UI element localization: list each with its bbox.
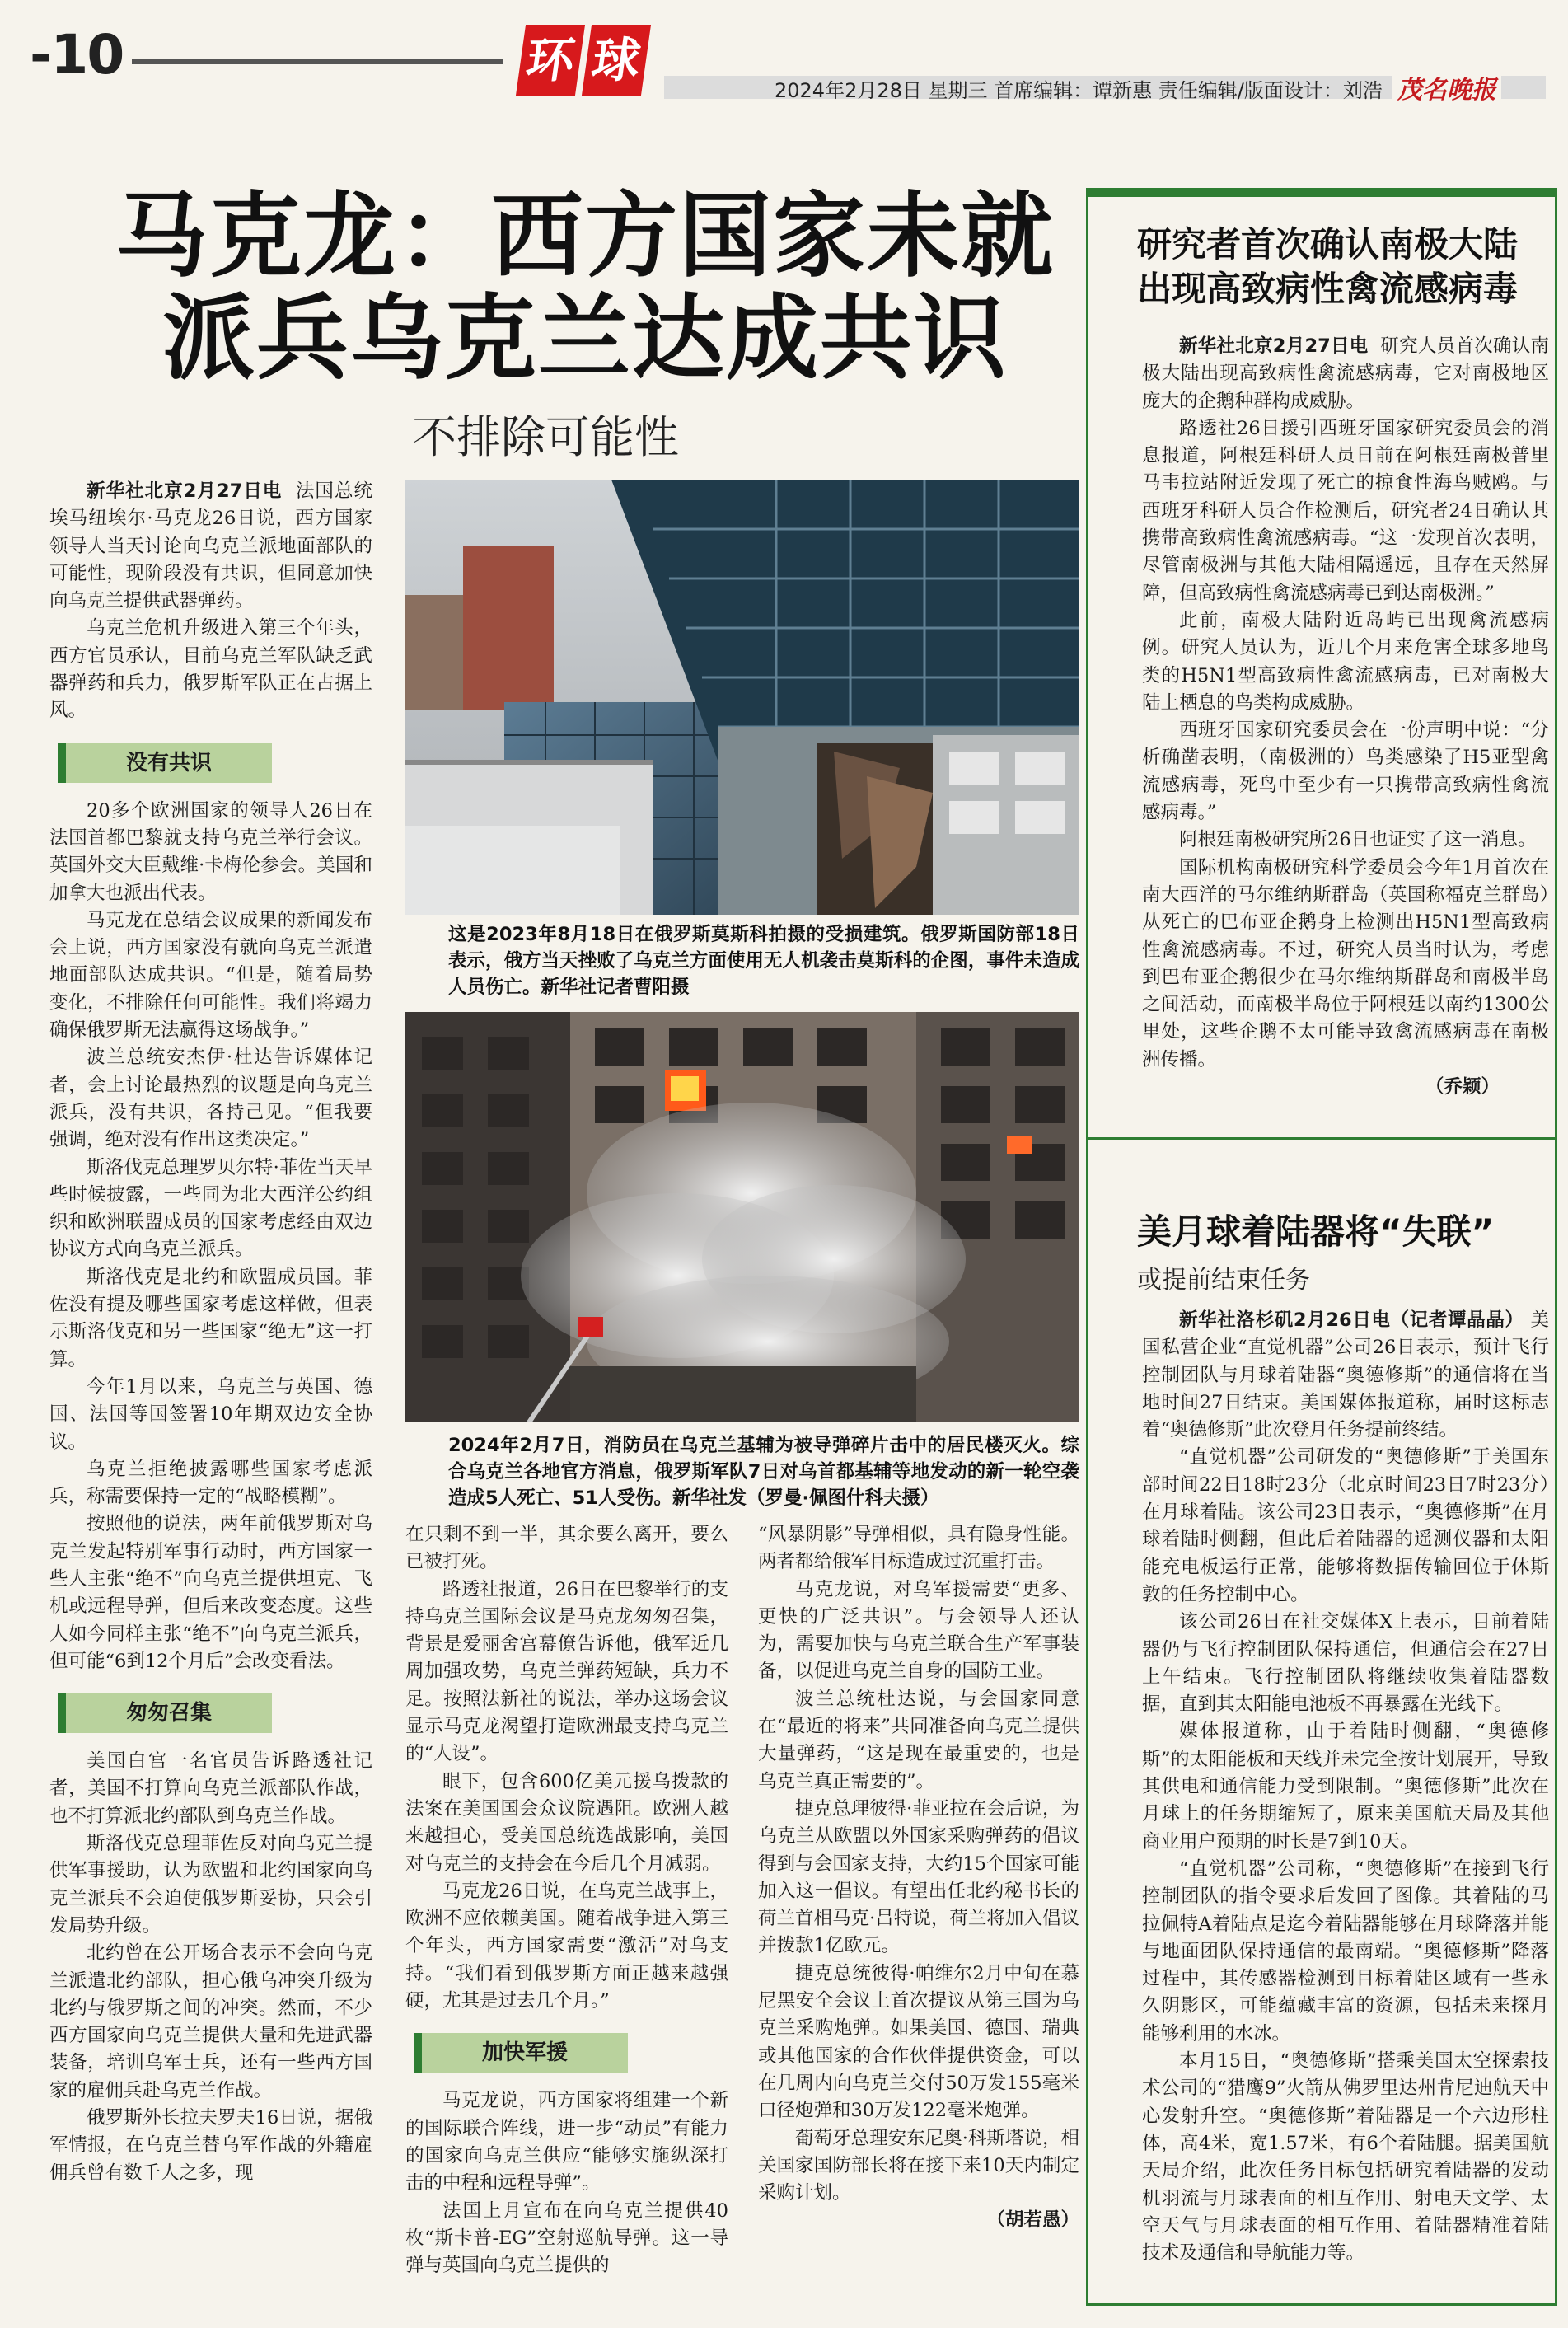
paragraph: 法国上月宣布在向乌克兰提供40枚“斯卡普-EG”空射巡航导弹。这一导弹与英国向乌克兰提供的 bbox=[405, 2199, 728, 2277]
headline-line-1: 马克龙：西方国家未就 bbox=[115, 183, 1055, 290]
page-number: -10 bbox=[30, 23, 124, 87]
photo-kyiv-image bbox=[405, 1012, 1079, 1422]
paragraph: 马克龙在总结会议成果的新闻发布会上说，西方国家没有就向乌克兰派遣地面部队达成共识。“但是，随着局势变化，不排除任何可能性。我们将竭力确保俄罗斯无法赢得这场战争。” bbox=[49, 909, 372, 1042]
paragraph: 葡萄牙总理安东尼奥·科斯塔说，相关国家国防部长将在接下来10天内制定采购计划。 bbox=[758, 2127, 1079, 2204]
section-subtitle-hastily-convened: 匆匆召集 bbox=[58, 1693, 272, 1733]
paragraph: 该公司26日在社交媒体X上表示，目前着陆器仍与飞行控制团队保持通信，但通信会在27日上午结束。飞行控制团队将继续收集着陆器数据，直到其太阳能电池板不再暴露在光线下。 bbox=[1142, 1611, 1549, 1716]
paragraph: 路透社报道，26日在巴黎举行的支持乌克兰国际会议是马克龙匆匆召集，背景是爱丽舍宫幕僚告诉他，俄军近几周加强攻势，乌克兰弹药短缺，兵力不足。按照法新社的说法，举办这场会议显示马克龙渴望打造欧洲最支持乌克兰的“人设”。 bbox=[405, 1578, 728, 1765]
paragraph: 眼下，包含600亿美元援乌拨款的法案在美国国会众议院遇阻。欧洲人越来越担心，受美国总统选战影响，美国对乌克兰的支持会在今后几个月减弱。 bbox=[405, 1770, 728, 1875]
paragraph: 斯洛伐克是北约和欧盟成员国。菲佐没有提及哪些国家考虑这样做，但表示斯洛伐克和另一些国家“绝无”这一打算。 bbox=[49, 1266, 372, 1370]
paragraph: 路透社26日援引西班牙国家研究委员会的消息报道，阿根廷科研人员日前在阿根廷南极普里马韦拉站附近发现了死亡的掠食性海鸟贼鸥。与西班牙科研人员合作检测后，研究者24日确认其携带高致病性禽流感病毒。“这一发现首次表明，尽管南极洲与其他大陆相隔遥远，且存在天然屏障，但高致病性禽流感病毒已到达南极洲。” bbox=[1142, 417, 1549, 604]
header-rule bbox=[132, 59, 503, 64]
paragraph: 乌克兰拒绝披露哪些国家考虑派兵，称需要保持一定的“战略模糊”。 bbox=[49, 1458, 372, 1508]
sidebar-top-bar bbox=[1086, 188, 1557, 194]
article-column-1 bbox=[49, 478, 372, 2187]
paragraph: “风暴阴影”导弹相似，具有隐身性能。两者都给俄军目标造成过沉重打击。 bbox=[758, 1524, 1079, 1573]
side-story2-title: 美月球着陆器将“失联” bbox=[1137, 1211, 1495, 1252]
dateline: 2024年2月28日 星期三 首席编辑：谭新惠 责任编辑/版面设计：刘浩 bbox=[775, 79, 1383, 102]
photo-moscow-image bbox=[405, 480, 1079, 915]
section-char-1: 环 bbox=[516, 25, 585, 96]
byline: （胡若愚） bbox=[986, 2209, 1079, 2232]
paragraph: 此前，南极大陆附近岛屿已出现禽流感病例。研究人员认为，近几个月来危害全球多地鸟类的H5N1型高致病性禽流感病毒，已对南极大陆上栖息的鸟类构成威胁。 bbox=[1142, 609, 1549, 714]
photo-kyiv-fire bbox=[405, 1012, 1079, 1422]
paragraph: 俄罗斯外长拉夫罗夫16日说，据俄军情报，在乌克兰替乌军作战的外籍雇佣兵曾有数千人之多，现 bbox=[49, 2107, 372, 2184]
sidebar-divider bbox=[1086, 1137, 1557, 1140]
side-story2-subtitle: 或提前结束任务 bbox=[1137, 1266, 1310, 1295]
paragraph: 国际机构南极研究科学委员会今年1月首次在南大西洋的马尔维纳斯群岛（英国称福克兰群岛）从死亡的巴布亚企鹅身上检测出H5N1型高致病性禽流感病毒。不过，研究人员当时认为，考虑到巴布亚企鹅很少在马尔维纳斯群岛和南极半岛之间活动，而南极半岛位于阿根廷以南约1300公里处，这些企鹅不太可能导致禽流感病毒在南极洲传播。 bbox=[1142, 856, 1549, 1070]
photo2-caption: 2024年2月7日，消防员在乌克兰基辅为被导弹碎片击中的居民楼灭火。综合乌克兰各地官方消息，俄罗斯军队7日对乌首都基辅等地发动的新一轮空袭造成5人死亡、51人受伤。新华社发（罗曼·佩图什科夫摄） bbox=[448, 1435, 1079, 1509]
section-subtitle-no-consensus: 没有共识 bbox=[58, 743, 272, 783]
article-column-2 bbox=[405, 1521, 728, 2279]
paragraph: 20多个欧洲国家的领导人26日在法国首都巴黎就支持乌克兰举行会议。英国外交大臣戴维·卡梅伦参会。美国和加拿大也派出代表。 bbox=[49, 799, 372, 904]
section-label bbox=[521, 25, 651, 96]
paper-logo: 茂名晚报 bbox=[1392, 69, 1501, 105]
photo-moscow-building bbox=[405, 480, 1079, 915]
paragraph: 波兰总统安杰伊·杜达告诉媒体记者，会上讨论最热烈的议题是向乌克兰派兵，没有共识，各持己见。“但我要强调，绝对没有作出这类决定。” bbox=[49, 1047, 372, 1151]
article-column-3 bbox=[758, 1521, 1079, 2235]
paragraph: 按照他的说法，两年前俄罗斯对乌克兰发起特别军事行动时，西方国家一些人主张“绝不”向乌克兰提供坦克、飞机或远程导弹，但后来改变态度。这些人如今同样主张“绝不”向乌克兰派兵，但可能“6到12个月后”会改变看法。 bbox=[49, 1513, 372, 1672]
paragraph: 北约曾在公开场合表示不会向乌克兰派遣北约部队，担心俄乌冲突升级为北约与俄罗斯之间的冲突。然而，不少西方国家向乌克兰提供大量和先进武器装备，培训乌军士兵，还有一些西方国家的雇佣兵赴乌克兰作战。 bbox=[49, 1942, 372, 2101]
main-subhead: 不排除可能性 bbox=[412, 411, 679, 463]
paragraph: 捷克总统彼得·帕维尔2月中旬在慕尼黑安全会议上首次提议从第三国为乌克兰采购炮弹。如果美国、德国、瑞典或其他国家的合作伙伴提供资金，可以在几周内向乌克兰交付50万发155毫米口径炮弹和30万发122毫米炮弹。 bbox=[758, 1962, 1079, 2122]
byline: （乔颖） bbox=[1425, 1076, 1500, 1098]
section-subtitle-speed-aid: 加快军援 bbox=[414, 2033, 628, 2073]
paragraph: 美国私营企业“直觉机器”公司26日表示，预计飞行控制团队与月球着陆器“奥德修斯”的通信将在当地时间27日结束。美国媒体报道称，届时这标志着“奥德修斯”此次登月任务提前终结。 bbox=[1142, 1309, 1550, 1441]
paragraph: 本月15日，“奥德修斯”搭乘美国太空探索技术公司的“猎鹰9”火箭从佛罗里达州肯尼迪航天中心发射升空。“奥德修斯”着陆器是一个六边形柱体，高4米，宽1.57米，有6个着陆腿。据美国航天局介绍，此次任务目标包括研究着陆器的发动机羽流与月球表面的相互作用、射电天文学、太空天气与月球表面的相互作用、着陆器精准着陆技术及通信和导航能力等。 bbox=[1142, 2050, 1549, 2265]
headline-line-2: 派兵乌克兰达成共识 bbox=[162, 285, 1008, 392]
paragraph: 波兰总统杜达说，与会国家同意在“最近的将来”共同准备向乌克兰提供大量弹药，“这是现在最重要的，也是乌克兰真正需要的”。 bbox=[758, 1688, 1079, 1792]
main-headline bbox=[78, 185, 1092, 390]
paragraph: 斯洛伐克总理罗贝尔特·菲佐当天早些时候披露，一些同为北大西洋公约组织和欧洲联盟成员的国家考虑经由双边协议方式向乌克兰派兵。 bbox=[49, 1156, 372, 1261]
paragraph: 捷克总理彼得·菲亚拉在会后说，为乌克兰从欧盟以外国家采购弹药的倡议得到与会国家支持，大约15个国家可能加入这一倡议。有望出任北约秘书长的荷兰首相马克·吕特说，荷兰将加入倡议并拨款1亿欧元。 bbox=[758, 1797, 1079, 1957]
section-char-2: 球 bbox=[582, 25, 651, 96]
paragraph: 研究人员首次确认南极大陆出现高致病性禽流感病毒，它对南极地区庞大的企鹅种群构成威胁。 bbox=[1142, 335, 1549, 412]
side-story1-title: 研究者首次确认南极大陆出现高致病性禽流感病毒 bbox=[1137, 224, 1519, 309]
paragraph: 马克龙说，西方国家将组建一个新的国际联合阵线，进一步“动员”有能力的国家向乌克兰供应“能够实施纵深打击的中程和远程导弹”。 bbox=[405, 2090, 728, 2195]
side-story1-body bbox=[1142, 333, 1549, 1101]
dateline-lead: 新华社北京2月27日电 bbox=[1179, 335, 1369, 357]
paragraph: 马克龙26日说，在乌克兰战事上，欧洲不应依赖美国。随着战争进入第三个年头，西方国家需要“激活”对乌支持。“我们看到俄罗斯方面正越来越强硬，尤其是过去几个月。” bbox=[405, 1880, 728, 2012]
paragraph: “直觉机器”公司研发的“奥德修斯”于美国东部时间22日18时23分（北京时间23日7时23分）在月球着陆。该公司23日表示，“奥德修斯”在月球着陆时侧翻，但此后着陆器的遥测仪器和太阳能充电板运行正常，能够将数据传输回位于休斯敦的任务控制中心。 bbox=[1142, 1446, 1549, 1605]
paragraph: 在只剩不到一半，其余要么离开，要么已被打死。 bbox=[405, 1524, 728, 1573]
dateline-lead: 新华社洛杉矶2月26日电（记者谭晶晶） bbox=[1179, 1309, 1524, 1331]
paragraph: 阿根廷南极研究所26日也证实了这一消息。 bbox=[1179, 829, 1537, 851]
dateline-lead: 新华社北京2月27日电 bbox=[87, 480, 283, 502]
paragraph: 美国白宫一名官员告诉路透社记者，美国不打算向乌克兰派部队作战，也不打算派北约部队到乌克兰作战。 bbox=[49, 1750, 372, 1827]
paragraph: 媒体报道称，由于着陆时侧翻，“奥德修斯”的太阳能板和天线并未完全按计划展开，导致其供电和通信能力受到限制。“奥德修斯”此次在月球上的任务期缩短了，原来美国航天局及其他商业用户预期的时长是7到10天。 bbox=[1142, 1721, 1549, 1853]
paragraph: 西班牙国家研究委员会在一份声明中说：“分析确凿表明，（南极洲的）鸟类感染了H5亚型禽流感病毒，死鸟中至少有一只携带高致病性禽流感病毒。” bbox=[1142, 719, 1549, 824]
paragraph: 马克龙说，对乌军援需要“更多、更快的广泛共识”。与会领导人还认为，需要加快与乌克兰联合生产军事装备，以促进乌克兰自身的国防工业。 bbox=[758, 1578, 1079, 1683]
paragraph: 今年1月以来，乌克兰与英国、德国、法国等国签署10年期双边安全协议。 bbox=[49, 1375, 372, 1453]
paragraph: 乌克兰危机升级进入第三个年头，西方官员承认，目前乌克兰军队缺乏武器弹药和兵力，俄罗斯军队正在占据上风。 bbox=[49, 617, 372, 722]
paragraph: 斯洛伐克总理菲佐反对向乌克兰提供军事援助，认为欧盟和北约国家向乌克兰派兵不会迫使俄罗斯妥协，只会引发局势升级。 bbox=[49, 1833, 372, 1937]
paragraph: “直觉机器”公司称，“奥德修斯”在接到飞行控制团队的指令要求后发回了图像。其着陆的马拉佩特A着陆点是迄今着陆器能够在月球降落并能与地面团队保持通信的最南端。“奥德修斯”降落过程中，其传感器检测到目标着陆区域有一些永久阴影区，可能蕴藏丰富的资源，包括未来探月能够利用的水冰。 bbox=[1142, 1857, 1549, 2045]
paragraph: 法国总统埃马纽埃尔·马克龙26日说，西方国家领导人当天讨论向乌克兰派地面部队的可能性，现阶段没有共识，但同意加快向乌克兰提供武器弹药。 bbox=[49, 480, 372, 612]
side-story2-body bbox=[1142, 1307, 1549, 2267]
photo1-caption: 这是2023年8月18日在俄罗斯莫斯科拍摄的受损建筑。俄罗斯国防部18日表示，俄方当天挫败了乌克兰方面使用无人机袭击莫斯科的企图，事件未造成人员伤亡。新华社记者曹阳摄 bbox=[448, 924, 1079, 998]
